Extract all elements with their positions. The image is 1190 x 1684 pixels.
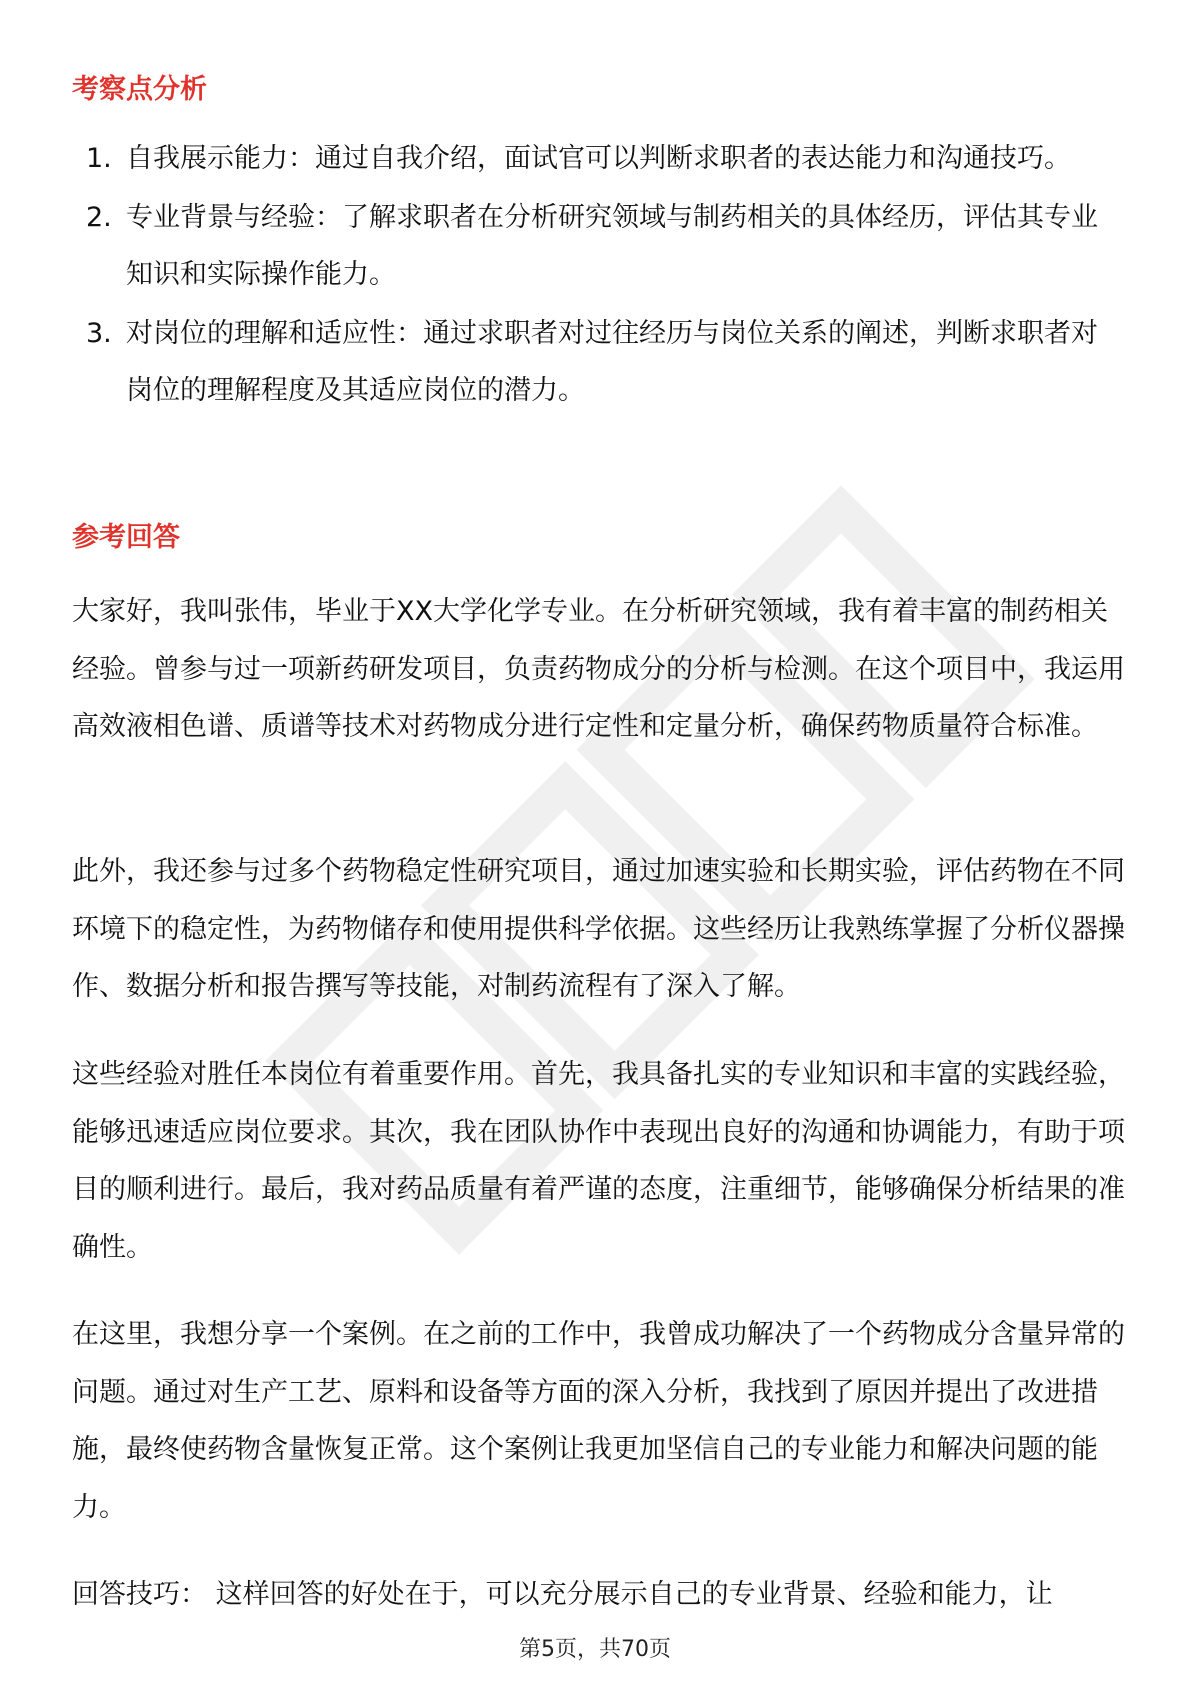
list-item (72, 189, 1122, 303)
list-item (72, 130, 1122, 187)
list-item-number: 1. (86, 143, 112, 174)
analysis-heading: 考察点分析 (72, 74, 207, 105)
answer-paragraph: 大家好，我叫张伟，毕业于XX大学化学专业。在分析研究领域，我有着丰富的制药相关经验。曾参与过一项新药研发项目，负责药物成分的分析与检测。在这个项目中，我运用高效液相色谱、质谱等技术对药物成分进行定性和定量分析，确保药物质量符合标准。 (72, 596, 1125, 742)
answer-paragraph: 在这里，我想分享一个案例。在之前的工作中，我曾成功解决了一个药物成分含量异常的问题。通过对生产工艺、原料和设备等方面的深入分析，我找到了原因并提出了改进措施，最终使药物含量恢复正常。这个案例让我更加坚信自己的专业能力和解决问题的能力。 (72, 1319, 1125, 1523)
list-item-number: 2. (86, 202, 112, 233)
list-item-text: 对岗位的理解和适应性：通过求职者对过往经历与岗位关系的阐述，判断求职者对岗位的理解程度及其适应岗位的潜力。 (126, 318, 1098, 406)
page-number-footer: 第5页，共70页 (519, 1637, 671, 1662)
answer-tips-paragraph: 回答技巧： 这样回答的好处在于，可以充分展示自己的专业背景、经验和能力，让 (72, 1579, 1053, 1610)
answer-heading: 参考回答 (72, 522, 180, 553)
answer-paragraph: 此外，我还参与过多个药物稳定性研究项目，通过加速实验和长期实验，评估药物在不同环境下的稳定性，为药物储存和使用提供科学依据。这些经历让我熟练掌握了分析仪器操作、数据分析和报告撰写等技能，对制药流程有了深入了解。 (72, 856, 1125, 1002)
list-item-text: 自我展示能力：通过自我介绍，面试官可以判断求职者的表达能力和沟通技巧。 (126, 143, 1071, 174)
list-item (72, 305, 1122, 419)
list-item-text: 专业背景与经验：了解求职者在分析研究领域与制药相关的具体经历，评估其专业知识和实际操作能力。 (126, 202, 1098, 290)
answer-paragraph: 这些经验对胜任本岗位有着重要作用。首先，我具备扎实的专业知识和丰富的实践经验，能够迅速适应岗位要求。其次，我在团队协作中表现出良好的沟通和协调能力，有助于项目的顺利进行。最后，我对药品质量有着严谨的态度，注重细节，能够确保分析结果的准确性。 (72, 1059, 1125, 1263)
list-item-number: 3. (86, 318, 112, 349)
analysis-list (72, 130, 1122, 421)
